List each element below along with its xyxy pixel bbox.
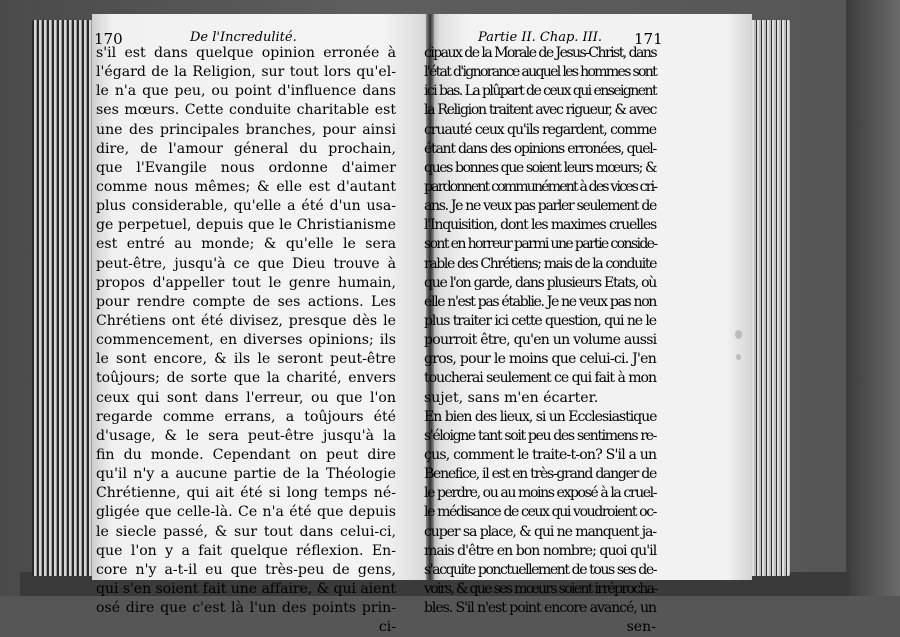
left-text-line: que l'Evangile nous ordonne d'aimer (96, 159, 396, 176)
left-text-line: plus considerable, qu'elle a été d'un usa- (96, 198, 396, 215)
right-page-text (424, 44, 656, 637)
scanner-edge (846, 0, 900, 596)
left-text-line: Chrétienne, qui ait été si long temps né- (96, 485, 396, 502)
right-text-line: l'état d'ignorance auquel les hommes sont (424, 64, 657, 81)
right-text-line: la Religion traitent avec rigueur, & avec (424, 102, 657, 119)
paper-spot (736, 354, 741, 360)
right-text-line: voirs, & que ses mœurs soient irréprocha- (424, 580, 657, 597)
left-text-line: qui s'en soient fait une affaire, & qui aient (96, 580, 397, 597)
left-text-line: d'usage, & le sera peut-être jusqu'à la (96, 427, 396, 444)
left-text-line: regarde comme errans, a toûjours été (96, 408, 396, 425)
right-text-line: le perdre, ou au moins exposé à la cruel- (424, 485, 657, 502)
left-text-line: une des principales branches, pour ainsi (96, 121, 396, 138)
right-text-line: mais d'être en bon nombre; quoi qu'il (424, 542, 657, 559)
right-text-line: En bien des lieux, si un Ecclesiastique (424, 408, 657, 425)
left-text-line: l'égard de la Religion, sur tout lors qu'el- (96, 64, 396, 81)
left-page-text (96, 44, 396, 637)
left-text-line: toûjours; de sorte que la charité, envers (96, 370, 396, 387)
left-text-line: fin du monde. Cependant on peut dire (96, 446, 396, 463)
left-text-line: peut-être, jusqu'à ce que Dieu trouve à (96, 255, 396, 272)
right-text-line: ans. Je ne veux pas parler seulement de (424, 198, 656, 215)
right-text-line: ques bonnes que soient leurs mœurs; & (424, 159, 657, 176)
left-text-line: qu'il n'y a aucune partie de la Théologie (96, 466, 396, 483)
right-text-line: plus traiter ici cette question, qui ne le (424, 312, 656, 329)
left-text-line: ge perpetuel, depuis que le Christianisme (96, 217, 396, 234)
right-text-line: sujet, sans m'en écarter. (424, 389, 599, 406)
left-running-title: De l'Incredulité. (190, 30, 297, 45)
left-text-line: propos d'appeller tout le genre humain, (96, 274, 396, 291)
right-running-title: Partie II. Chap. III. (478, 30, 603, 45)
right-text-line: sont en horreur parmi une partie conside- (424, 236, 657, 253)
left-text-line: core n'y a-t-il eu que très-peu de gens, (96, 561, 396, 578)
left-text-line: osé dire que c'est là l'un des points prin- (96, 600, 396, 617)
right-text-line: çus, comment le traite-t-on? S'il a un (424, 446, 657, 463)
left-text-line: pour rendre compte de ses actions. Les (96, 293, 396, 310)
left-text-line: le sont encore, & ils le seront peut-être (96, 351, 396, 368)
right-text-line: ici bas. La plûpart de ceux qui enseignent (424, 83, 656, 100)
right-text-line: que l'on garde, dans plusieurs Etats, où (424, 274, 657, 291)
right-text-line: pardonnent communément à des vices cri- (424, 178, 657, 195)
right-text-line: étant dans des opinions erronées, quel- (424, 140, 656, 157)
left-text-line: est entré au monde; & qu'elle le sera (96, 236, 396, 253)
right-text-line: Benefice, il est en très-grand danger de (424, 466, 657, 483)
right-text-line: le médisance de ceux qui voudroient oc- (424, 504, 656, 521)
right-text-line: toucherai seulement ce qui fait à mon (424, 370, 656, 387)
left-text-line: le n'a que peu, ou point d'influence dans (96, 83, 396, 100)
left-text-line: ceux qui sont dans l'erreur, ou que l'on (96, 389, 396, 406)
right-text-line: cruauté ceux qu'ils regardent, comme (424, 121, 656, 138)
left-text-line: ses mœurs. Cette conduite charitable est (96, 102, 396, 119)
right-text-line: s'acquite ponctuellement de tous ses de- (424, 561, 656, 578)
right-text-line: cipaux de la Morale de Jesus-Christ, dans (424, 45, 656, 61)
left-text-line: s'il est dans quelque opinion erronée à (96, 45, 396, 61)
left-text-line: Chrétiens ont été divisez, presque dès le (96, 312, 396, 329)
right-text-line: s'éloigne tant soit peu des sentimens re- (424, 427, 656, 444)
right-text-line: pourroit être, qu'en un volume aussi (424, 332, 657, 349)
right-text-line: gros, pour le moins que celui-ci. J'en (424, 351, 657, 368)
right-text-line: elle n'est pas établie. Je ne veux pas non (424, 293, 656, 310)
right-page-number: 171 (634, 30, 663, 48)
left-text-line: ci- (378, 619, 396, 636)
left-text-line: gligée que celle-là. Ce n'a été que depuis (96, 504, 396, 521)
paper-spot (735, 330, 742, 339)
left-text-line: comme nous mêmes; & elle est d'autant (96, 178, 396, 195)
left-text-line: dire, de l'amour géneral du prochain, (96, 140, 396, 157)
left-text-line: commencement, en diverses opinions; ils (96, 332, 396, 349)
right-text-line: cuper sa place, & qui ne manquent ja- (424, 523, 656, 540)
right-text-line: sen- (626, 619, 656, 636)
right-text-line: l'Inquisition, dont les maximes cruelles (424, 217, 656, 234)
left-text-line: le siecle passé, & sur tout dans celui-ci, (96, 523, 396, 540)
left-page-number: 170 (94, 30, 123, 48)
right-text-line: rable des Chrétiens; mais de la conduite (424, 255, 656, 272)
right-text-line: bles. S'il n'est point encore avancé, un (424, 600, 656, 617)
left-text-line: que l'on y a fait quelque réflexion. En- (96, 542, 396, 559)
